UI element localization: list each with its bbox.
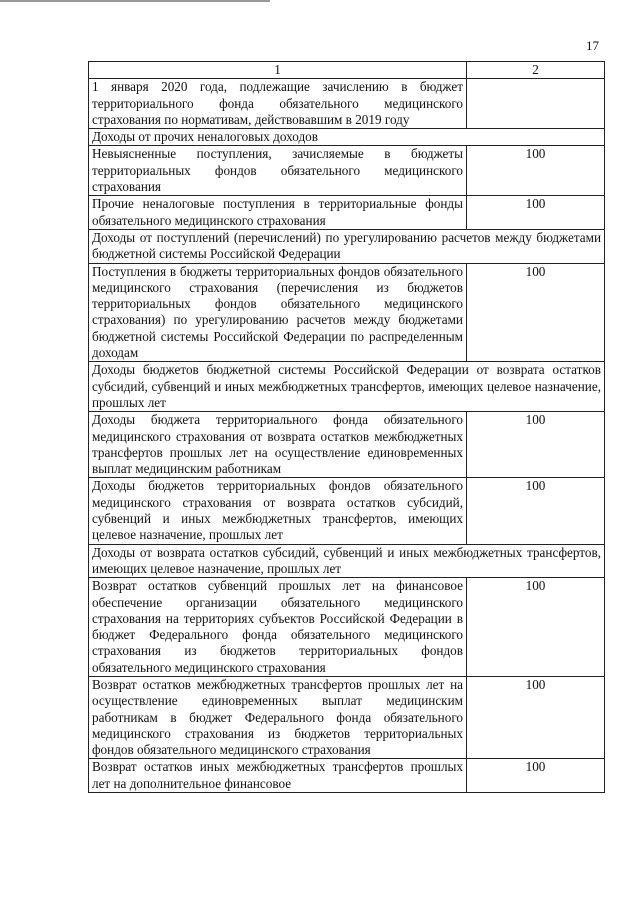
group-heading: Доходы от возврата остатков субсидий, субвенций и иных межбюджетных трансфертов, имеющих целевое назначение, прошлых лет	[89, 544, 605, 578]
row-description: Доходы бюджета территориального фонда обязательного медицинского страхования от возврата остатков межбюджетных трансфертов прошлых лет на осуществление единовременных выплат медицинским работникам	[89, 412, 467, 478]
table-row	[89, 79, 605, 129]
row-description: Невыясненные поступления, зачисляемые в бюджеты территориальных фондов обязательного медицинского страхования	[89, 146, 467, 196]
table-row	[89, 759, 605, 793]
row-description: 1 января 2020 года, подлежащие зачислению в бюджет территориального фонда обязательного медицинского страхования по нормативам, действовавшим в 2019 году	[89, 79, 467, 129]
table-group-row	[89, 129, 605, 146]
table-row	[89, 412, 605, 478]
row-description: Возврат остатков межбюджетных трансфертов прошлых лет на осуществление единовременных выплат медицинским работникам в бюджет Федерального фонда обязательного медицинского страхования из бюджетов территориальных фондов обязательного медицинского страхования	[89, 676, 467, 758]
budget-norms-table	[88, 61, 605, 793]
table-row	[89, 263, 605, 362]
table-row	[89, 676, 605, 758]
table-group-row	[89, 229, 605, 263]
column-header-2: 2	[467, 62, 605, 79]
table-row	[89, 578, 605, 677]
group-heading: Доходы от прочих неналоговых доходов	[89, 129, 605, 146]
table-header-row	[89, 62, 605, 79]
row-norm-value: 100	[467, 759, 605, 793]
table-group-row	[89, 544, 605, 578]
row-norm-value: 100	[467, 412, 605, 478]
table-row	[89, 478, 605, 544]
row-norm-value: 100	[467, 676, 605, 758]
row-description: Поступления в бюджеты территориальных фондов обязательного медицинского страхования (перечисления из бюджетов территориальных фондов обязательного медицинского страхования) по урегулированию расчетов между бюджетами бюджетной системы Российской Федерации по распределенным доходам	[89, 263, 467, 362]
group-heading: Доходы от поступлений (перечислений) по урегулированию расчетов между бюджетами бюджетной системы Российской Федерации	[89, 229, 605, 263]
table-row	[89, 196, 605, 230]
group-heading: Доходы бюджетов бюджетной системы Российской Федерации от возврата остатков субсидий, субвенций и иных межбюджетных трансфертов, имеющих целевое назначение, прошлых лет	[89, 362, 605, 412]
row-norm-value: 100	[467, 478, 605, 544]
scan-edge-line	[0, 0, 270, 2]
row-norm-value: 100	[467, 196, 605, 230]
row-description: Прочие неналоговые поступления в территориальные фонды обязательного медицинского страхования	[89, 196, 467, 230]
row-norm-value	[467, 79, 605, 129]
page-number: 17	[586, 38, 599, 53]
row-description: Возврат остатков иных межбюджетных трансфертов прошлых лет на дополнительное финансовое	[89, 759, 467, 793]
table-group-row	[89, 362, 605, 412]
row-norm-value: 100	[467, 263, 605, 362]
row-norm-value: 100	[467, 146, 605, 196]
column-header-1: 1	[89, 62, 467, 79]
row-description: Доходы бюджетов территориальных фондов обязательного медицинского страхования от возврата остатков субсидий, субвенций и иных межбюджетных трансфертов, имеющих целевое назначение, прошлых лет	[89, 478, 467, 544]
row-norm-value: 100	[467, 578, 605, 677]
table-row	[89, 146, 605, 196]
row-description: Возврат остатков субвенций прошлых лет на финансовое обеспечение организации обязательного медицинского страхования на территориях субъектов Российской Федерации в бюджет Федерального фонда обязательного медицинского страхования из бюджетов территориальных фондов обязательного медицинского страхования	[89, 578, 467, 677]
